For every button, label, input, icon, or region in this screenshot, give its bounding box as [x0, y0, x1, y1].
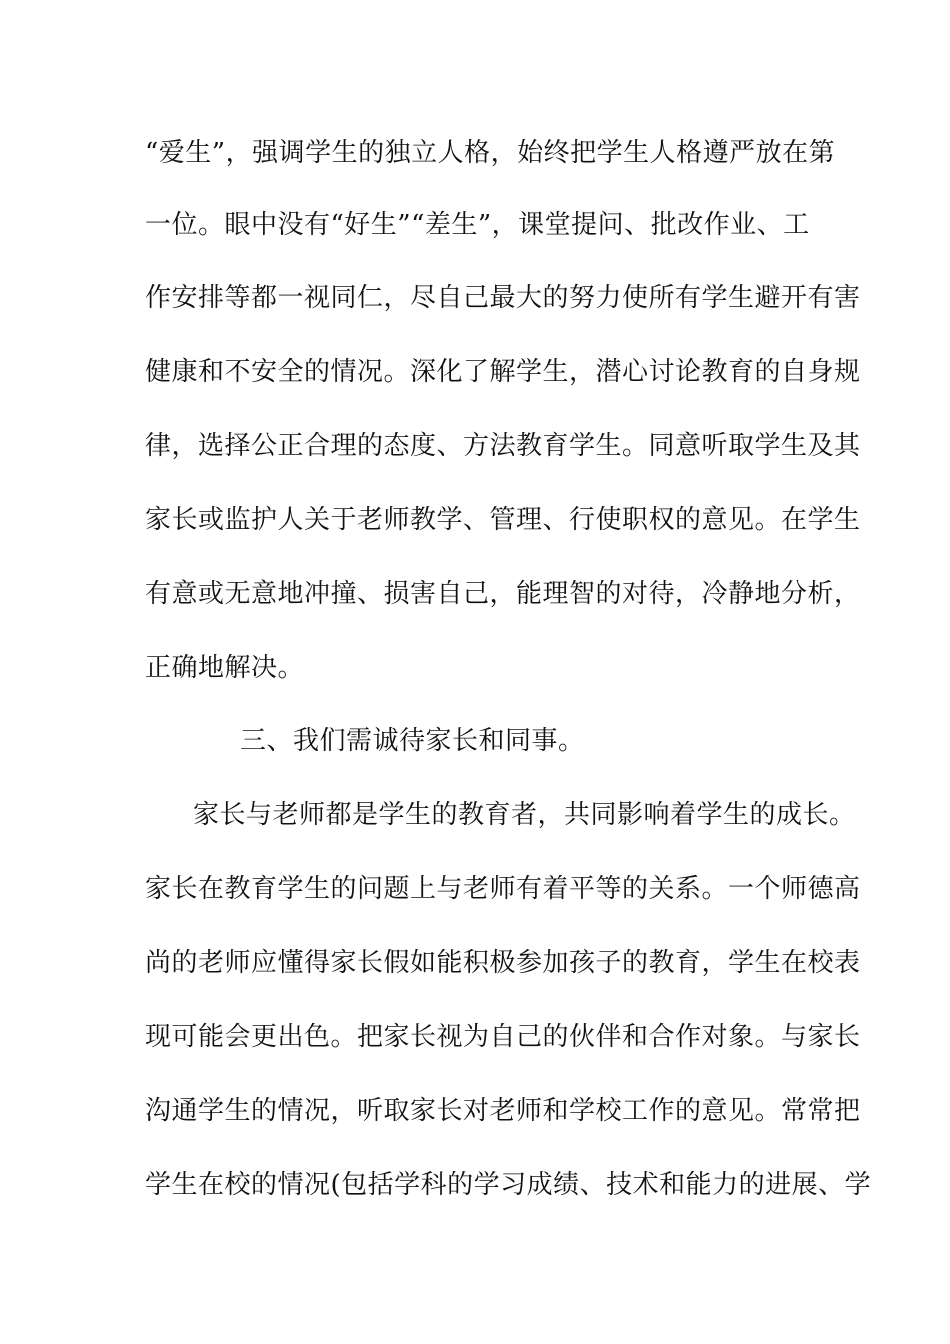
paragraph-1-line-8: 正确地解决。 — [145, 653, 305, 683]
paragraph-1-line-5: 律，选择公正合理的态度、方法教育学生。同意听取学生及其 — [145, 431, 861, 461]
paragraph-1-line-1: “爱生”，强调学生的独立人格，始终把学生人格遵严放在第 — [145, 138, 836, 168]
paragraph-2-line-2: 家长在教育学生的问题上与老师有着平等的关系。一个师德高 — [145, 874, 861, 904]
paragraph-2-line-5: 沟通学生的情况，听取家长对老师和学校工作的意见。常常把 — [145, 1096, 861, 1126]
paragraph-2-line-3: 尚的老师应懂得家长假如能积极参加孩子的教育，学生在校表 — [145, 948, 861, 978]
paragraph-2-line-4: 现可能会更出色。把家长视为自己的伙伴和合作对象。与家长 — [145, 1022, 861, 1052]
paragraph-1-line-4: 健康和不安全的情况。深化了解学生，潜心讨论教育的自身规 — [145, 357, 861, 387]
paragraph-2-line-1: 家长与老师都是学生的教育者，共同影响着学生的成长。 — [193, 800, 856, 830]
paragraph-1-line-3: 作安排等都一视同仁，尽自己最大的努力使所有学生避开有害 — [145, 283, 861, 313]
paragraph-1-line-2: 一位。眼中没有“好生”“差生”，课堂提问、批改作业、工 — [145, 210, 810, 240]
paragraph-1-line-7: 有意或无意地冲撞、损害自己，能理智的对待，冷静地分析， — [145, 579, 861, 609]
paragraph-1-line-6: 家长或监护人关于老师教学、管理、行使职权的意见。在学生 — [145, 505, 861, 535]
section-heading: 三、我们需诚待家长和同事。 — [240, 726, 585, 756]
paragraph-2-line-6: 学生在校的情况(包括学科的学习成绩、技术和能力的进展、学 — [145, 1170, 872, 1200]
